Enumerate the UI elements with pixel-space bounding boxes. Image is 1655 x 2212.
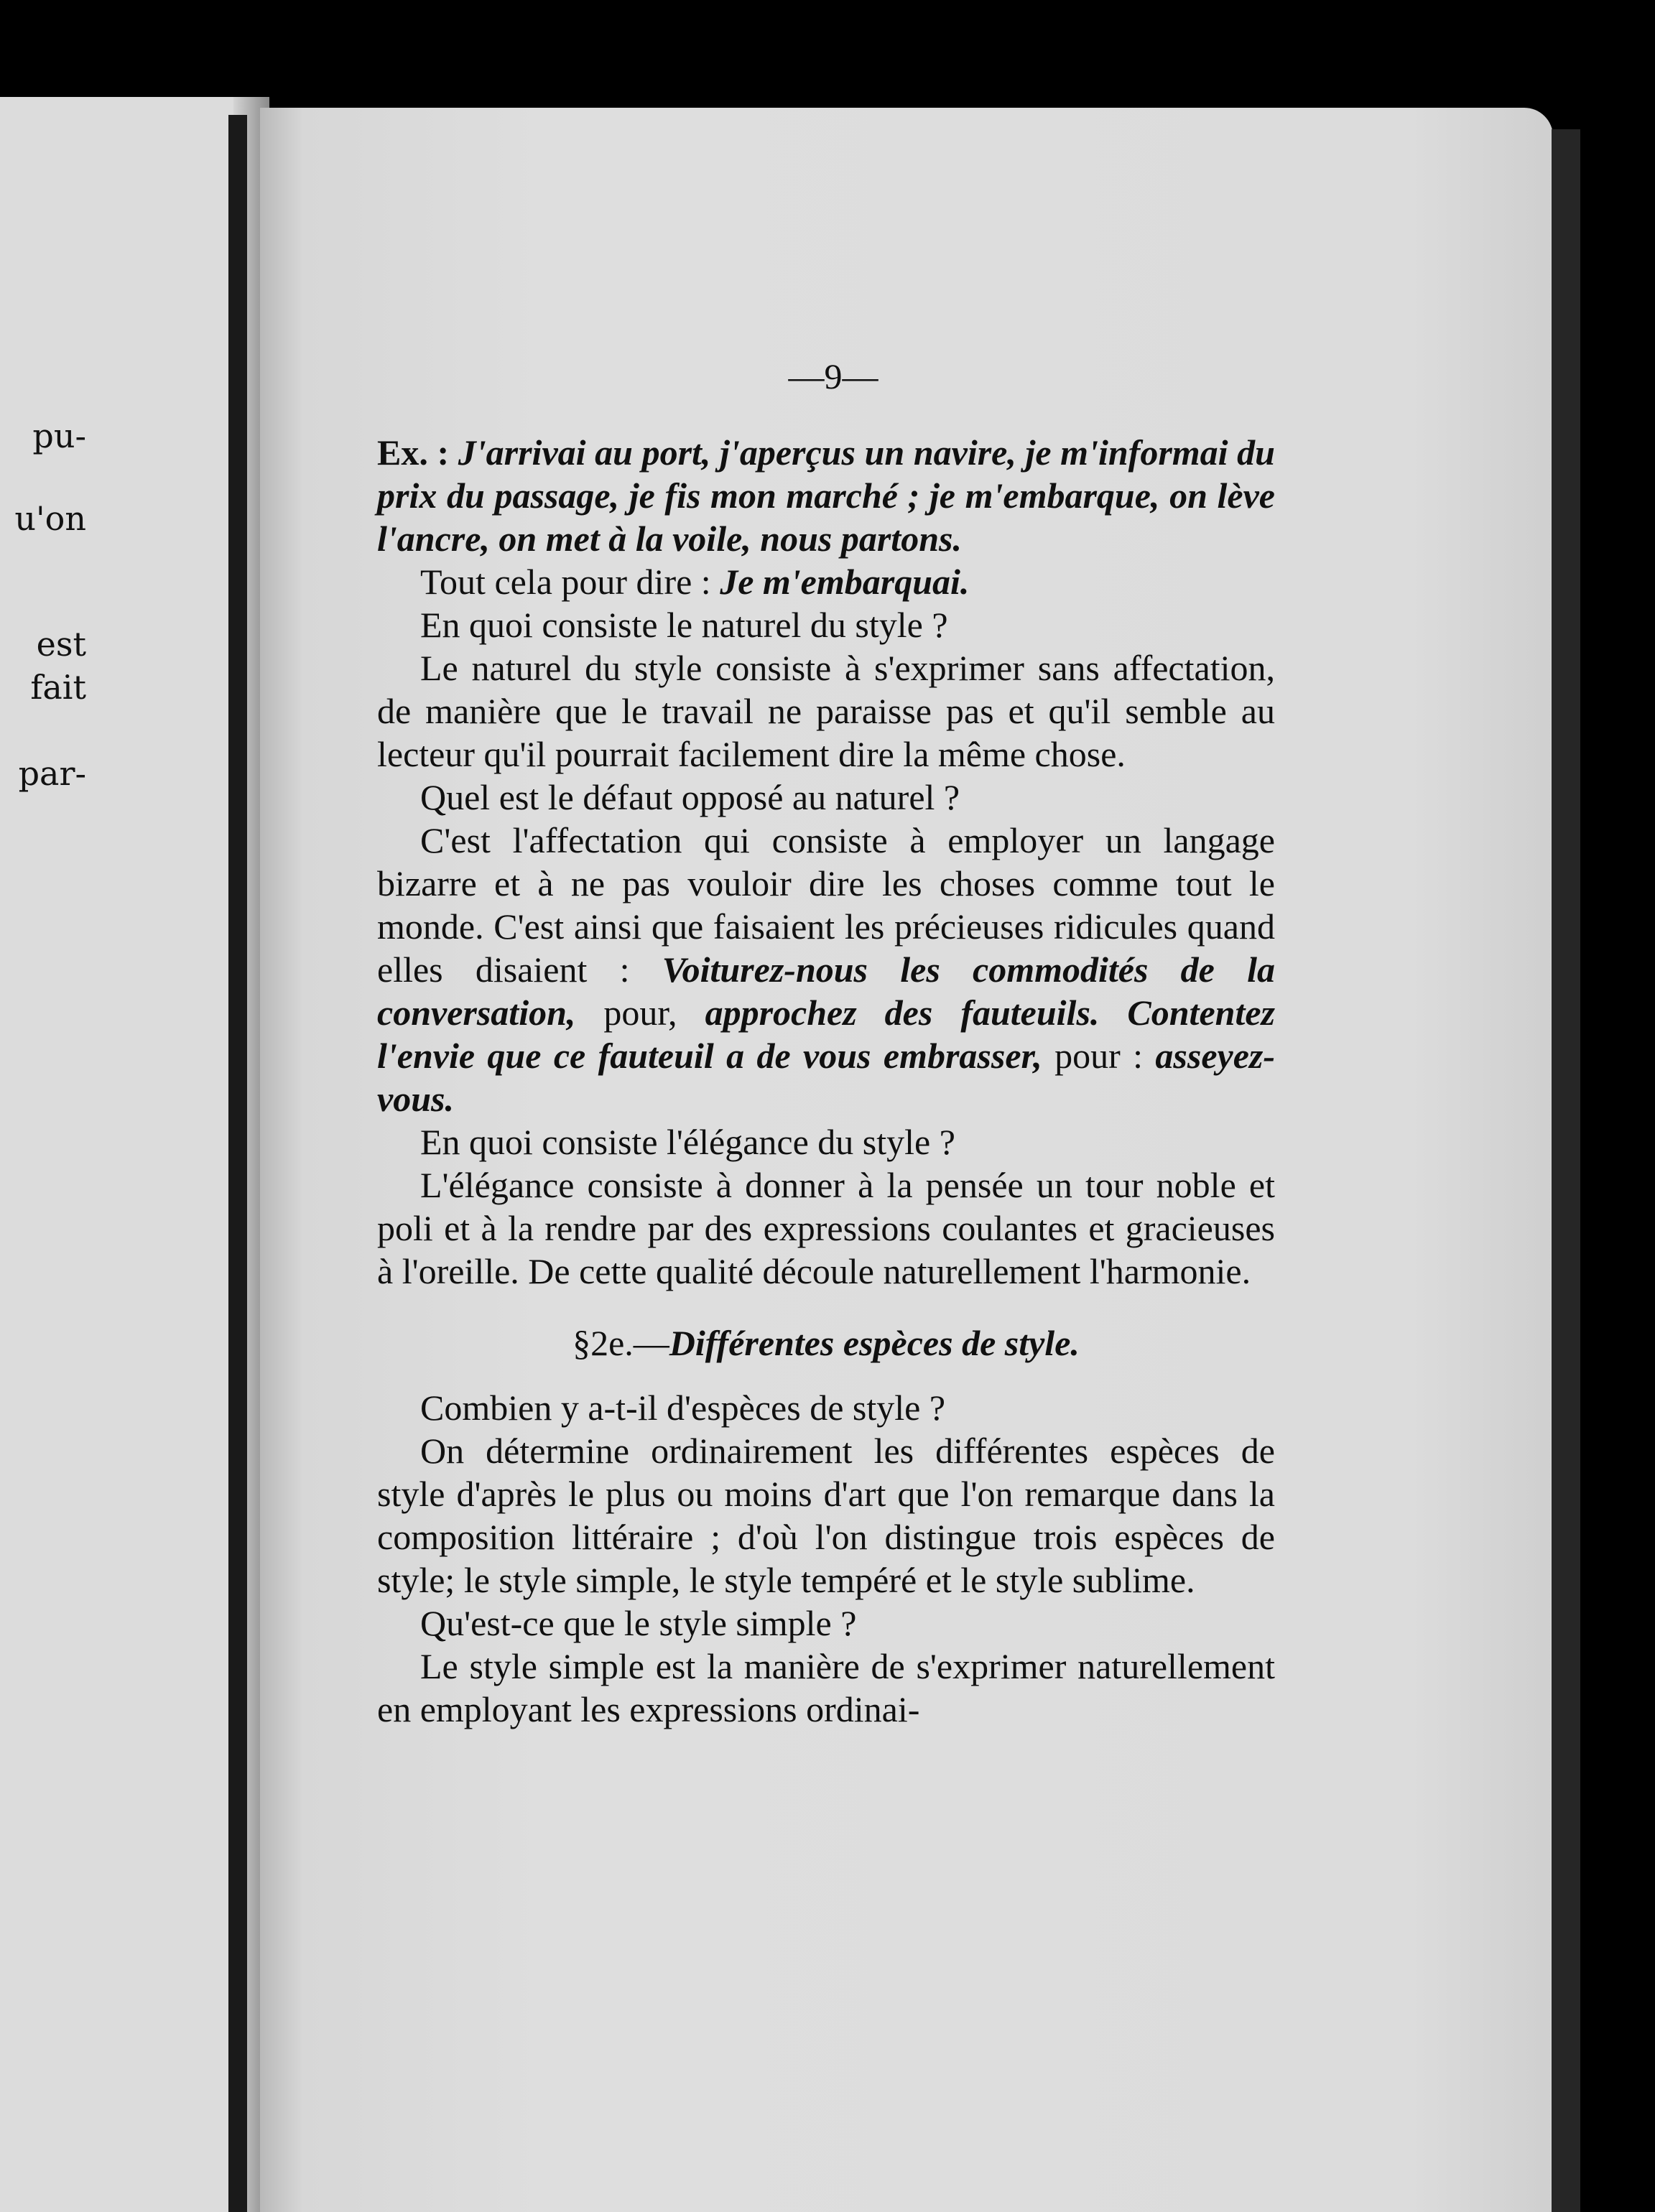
summary-text: Tout cela pour dire : [420,562,711,602]
question-elegance: En quoi consiste l'élégance du style ? [420,1122,955,1162]
section-heading [377,1321,1275,1365]
affectation-text: C'est l'affectation qui consiste à employer un langage bizarre et à ne pas vouloir dire les choses comme tout le monde. C'est ainsi que faisaient les précieuses ridicules quand elles disaient : [377,820,1275,990]
answer-naturel: Le naturel du style consiste à s'exprimer sans affectation, de manière que le travail ne paraisse pas et qu'il semble au lecteur qu'il pourrait facilement dire la même chose. [377,648,1275,774]
example-text: J'arrivai au port, j'aperçus un navire, je m'informai du prix du passage, je fis mon marché ; je m'embarque, on lève l'ancre, on met à la voile, nous partons. [377,432,1275,559]
affectation-text-2: pour, [603,993,677,1033]
answer-style-simple: Le style simple est la manière de s'exprimer naturellement en employant les expressions ordinai- [377,1646,1275,1729]
affectation-text-3: pour : [1054,1036,1144,1076]
section-number: §2e.— [572,1323,669,1363]
affectation-quote-2: approchez des fauteuils. Contentez l'envie que ce fauteuil a de vous embrasser, [377,993,1275,1076]
answer-elegance: L'élégance consiste à donner à la pensée un tour noble et poli et à la rendre par des expressions coulantes et gracieuses à l'oreille. De cette qualité découle naturellement l'harmonie. [377,1165,1275,1291]
summary-paragraph [377,560,1275,603]
left-page-fragment: pu- [32,417,86,455]
question-naturel: En quoi consiste le naturel du style ? [420,605,948,645]
example-label: Ex. : [377,432,450,473]
question-defaut: Quel est le défaut opposé au naturel ? [420,777,960,817]
left-page-fragment: u'on [14,499,86,538]
affectation-quote-3: asseyez-vous. [377,1036,1276,1119]
page-number: —9— [788,356,879,396]
section-title: Différentes espèces de style. [669,1323,1080,1363]
left-page-fragment: par- [18,754,86,793]
question-style-simple: Qu'est-ce que le style simple ? [420,1603,857,1643]
book-spine [228,115,247,2212]
right-page-edge [1552,129,1580,2212]
example-paragraph [377,431,1275,560]
answer-affectation [377,819,1275,1120]
summary-italic: Je m'embarquai. [720,562,970,602]
answer-especes: On détermine ordinairement les différentes espèces de style d'après le plus ou moins d'art que l'on remarque dans la composition littéraire ; d'où l'on distingue trois espèces de style; le style simple, le style tempéré et le style sublime. [377,1431,1275,1600]
page-text [377,431,1275,1731]
left-page-fragment: fait [30,668,86,707]
left-page-fragment: est [36,625,86,664]
question-especes: Combien y a-t-il d'espèces de style ? [420,1388,946,1428]
affectation-quote-1: Voiturez-nous les commodités de la conversation, [377,949,1276,1033]
